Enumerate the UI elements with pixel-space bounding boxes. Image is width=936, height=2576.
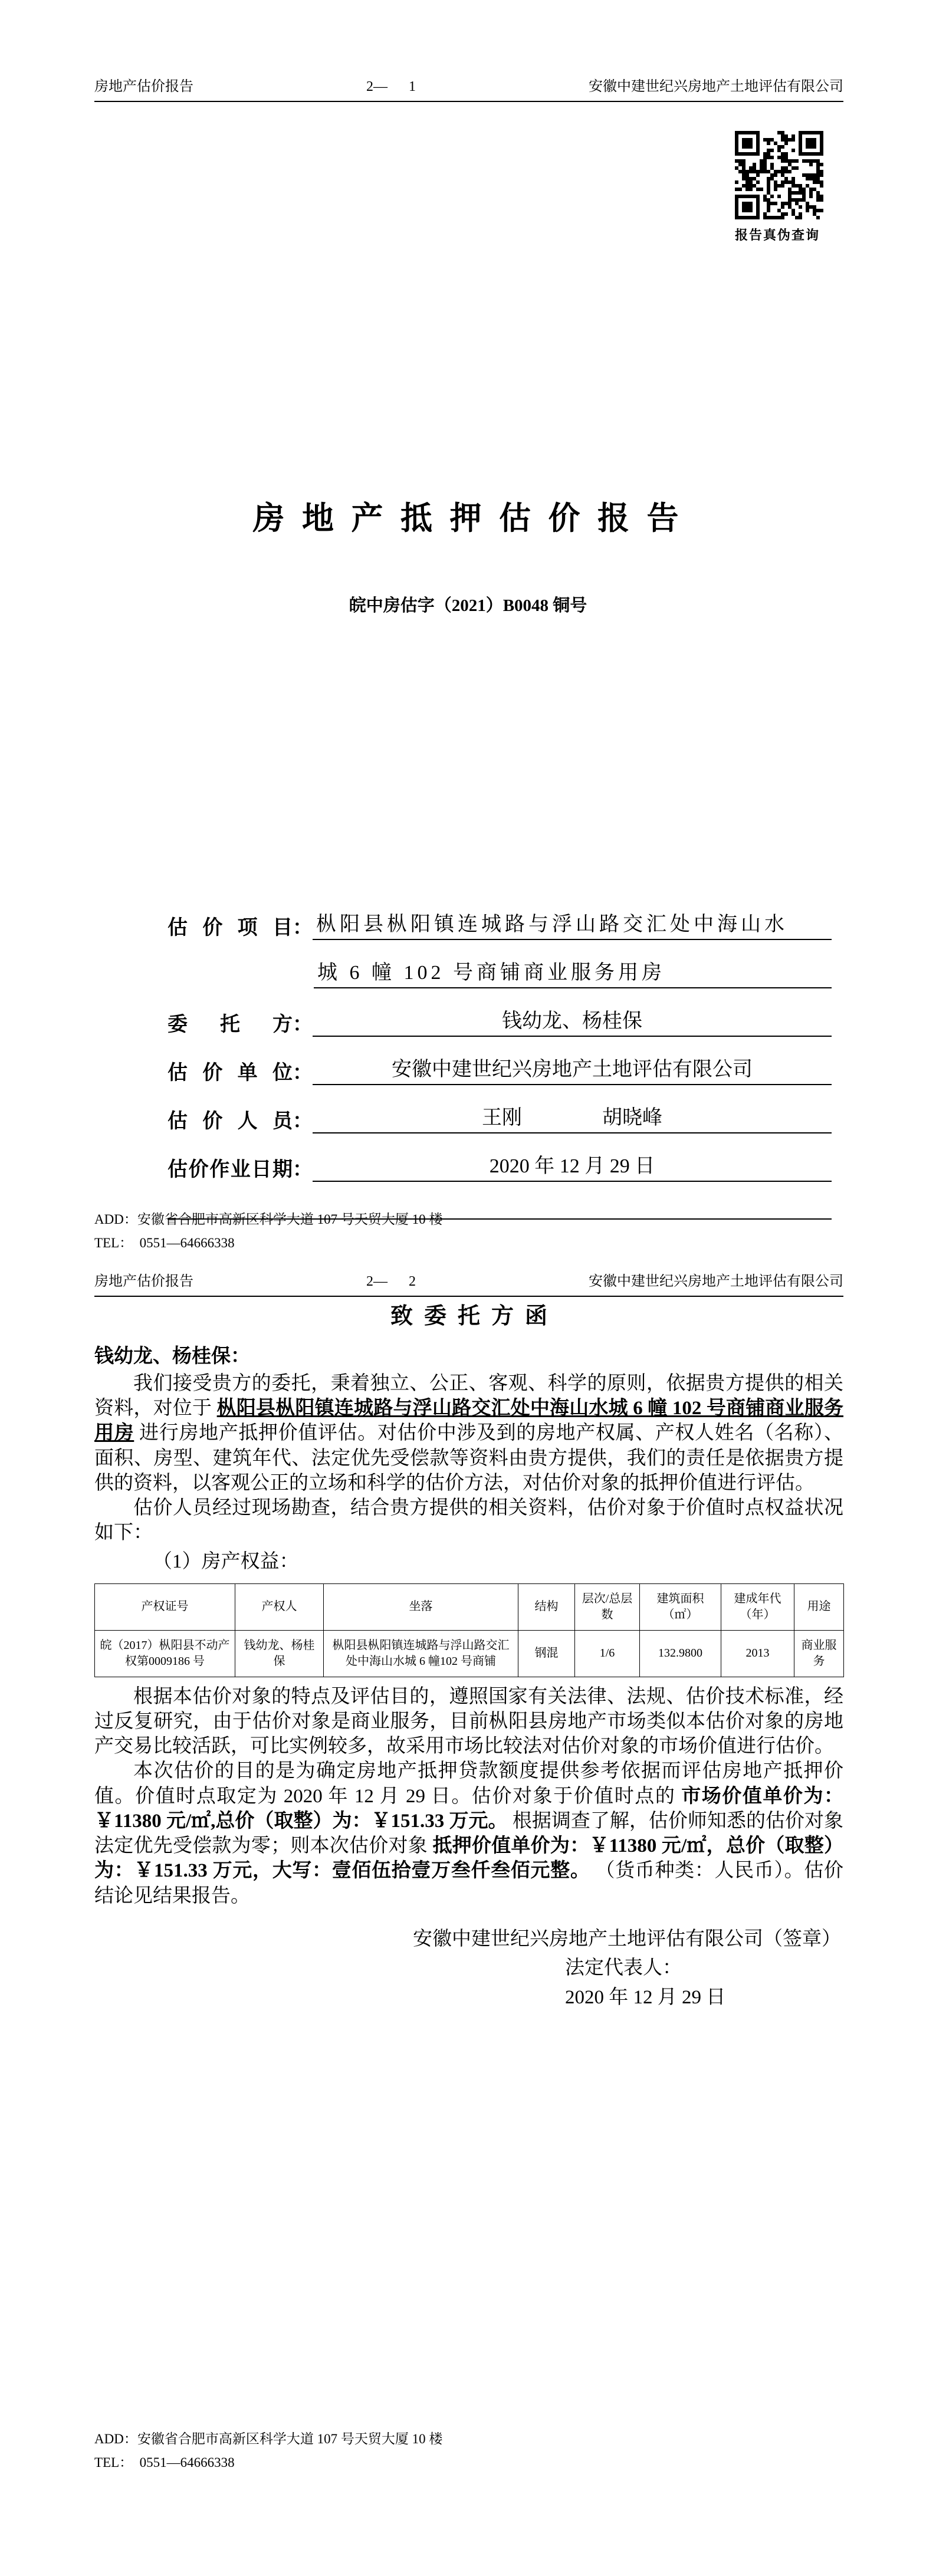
cover-form (168, 892, 832, 1220)
table-data-row (95, 1630, 844, 1677)
paragraph-survey: 估价人员经过现场勘查，结合贵方提供的相关资料，估价对象于价值时点权益状况如下： (94, 1497, 843, 1544)
text-segment: 根据调查了解，估价师知悉的估价对象法定优先受偿款为零；则本次估价对象 (94, 1810, 844, 1857)
form-row-agency (168, 1037, 832, 1085)
colon: ： (293, 917, 313, 939)
project-label: 估价项目 (168, 917, 293, 939)
form-row-date (168, 1133, 832, 1182)
qr-caption-label: 报告真伪查询 (735, 228, 820, 242)
project-value-line1: 枞阳县枞阳镇连城路与浮山路交汇处中海山水 (313, 908, 832, 940)
page2-footer (94, 2427, 442, 2475)
qr-code (735, 131, 823, 219)
page1-header-company: 安徽中建世纪兴房地产土地评估有限公司 (589, 79, 843, 94)
table-header-row (95, 1583, 844, 1630)
page1-header-doc-type: 房地产估价报告 (94, 79, 193, 94)
signature-company: 安徽中建世纪兴房地产土地评估有限公司（签章） (413, 1928, 841, 1950)
agency-label: 估价单位 (168, 1062, 293, 1084)
footer-address: ADD：安徽省合肥市高新区科学大道 107 号天贸大厦 10 楼 (94, 2432, 443, 2446)
col-usage: 用途 (794, 1583, 844, 1630)
cell-owner: 钱幼龙、杨桂保 (235, 1630, 324, 1677)
page2-page-number: 2— 2 (366, 1274, 416, 1289)
footer-address: ADD：安徽省合肥市高新区科学大道 107 号天贸大厦 10 楼 (94, 1212, 443, 1227)
form-row-project (168, 892, 832, 940)
paragraph-valuation (94, 1759, 843, 1908)
colon: ： (293, 1062, 313, 1084)
page2-header-company: 安徽中建世纪兴房地产土地评估有限公司 (589, 1274, 843, 1289)
report-number: 皖中房估字（2021）B0048 铜号 (349, 596, 587, 615)
rights-section-label: （1）房产权益： (153, 1550, 299, 1572)
property-description-emphasis: 枞阳县枞阳镇连城路与浮山路交汇处中海山水城 6 幢 102 号商铺商业服务用房 (94, 1398, 844, 1444)
signature-block (413, 1925, 843, 2013)
cell-structure: 钢混 (518, 1630, 575, 1677)
date-value: 2020 年 12 月 29 日 (313, 1149, 832, 1182)
paragraph-method: 根据本估价对象的特点及评估目的，遵照国家有关法律、法规、估价技术标准，经过反复研究，由于估价对象是商业服务，目前枞阳县房地产市场类似本估价对象的房地产交易比较活跃，可比实例较多，故采用市场比较法对估价对象的市场价值进行估价。 (94, 1685, 843, 1757)
col-floor: 层次/总层数 (575, 1583, 640, 1630)
col-owner: 产权人 (235, 1583, 324, 1630)
letter-body (94, 1302, 843, 2012)
form-row-project-continuation (168, 940, 832, 988)
cell-year-built: 2013 (721, 1630, 794, 1677)
footer-tel: TEL： 0551—64666338 (94, 2455, 235, 2470)
footer-tel: TEL： 0551—64666338 (94, 1236, 235, 1250)
paragraph-commission (94, 1371, 843, 1496)
date-label: 估价作业日期 (168, 1159, 293, 1181)
col-location: 坐落 (324, 1583, 518, 1630)
colon: ： (293, 1159, 313, 1181)
agency-value: 安徽中建世纪兴房地产土地评估有限公司 (313, 1053, 832, 1085)
col-certificate-no: 产权证号 (95, 1583, 235, 1630)
form-row-client (168, 988, 832, 1037)
signature-legal-rep: 法定代表人： (565, 1957, 682, 1979)
cell-location: 枞阳县枞阳镇连城路与浮山路交汇处中海山水城 6 幢102 号商铺 (324, 1630, 518, 1677)
report-title: 房 地 产 抵 押 估 价 报 告 (252, 501, 684, 536)
cell-certificate-no: 皖（2017）枞阳县不动产权第0009186 号 (95, 1630, 235, 1677)
text-segment: 我们接受贵方的委托，秉着独立、公正、客观、科学的原则，依据贵方提供的相关资料，对位于 (94, 1372, 843, 1420)
appraisers-label: 估价人员 (168, 1110, 293, 1132)
qr-block (735, 131, 823, 244)
signature-date: 2020 年 12 月 29 日 (565, 1986, 726, 2008)
colon: ： (293, 1110, 313, 1132)
property-rights-table (94, 1583, 844, 1677)
text-segment: 本次估价的目的是为确定房地产抵押贷款额度提供参考依据而评估房地产抵押价值。价值时点取定为 2020 年 12 月 29 日。估价对象于价值时点的 (94, 1760, 843, 1807)
colon: ： (293, 1014, 313, 1036)
page2-header-doc-type: 房地产估价报告 (94, 1274, 193, 1289)
text-segment: 进行房地产抵押价值评估。对估价中涉及到的房地产权属、产权人姓名（名称）、面积、房型、建筑年代、法定优先受偿款等资料由贵方提供，我们的责任是依据贵方提供的资料，以客观公正的立场和科学的估价方法，对估价对象的抵押价值进行评估。 (94, 1422, 844, 1494)
project-value-line2: 城 6 幢 102 号商铺商业服务用房 (314, 956, 832, 988)
cell-usage: 商业服务 (794, 1630, 844, 1677)
client-label: 委托方 (168, 1014, 293, 1036)
salutation: 钱幼龙、杨桂保： (94, 1345, 250, 1367)
appraisers-value: 王刚 胡晓峰 (313, 1101, 832, 1133)
col-year-built: 建成年代（年） (721, 1583, 794, 1630)
page2-header (94, 1269, 843, 1297)
page1-page-number: 2— 1 (366, 79, 416, 94)
form-row-appraisers (168, 1085, 832, 1133)
col-floor-area: 建筑面积（㎡） (640, 1583, 721, 1630)
cell-floor: 1/6 (575, 1630, 640, 1677)
page1-footer (94, 1208, 442, 1255)
mortgage-value-emphasis: 抵押价值单价为：￥11380 元/㎡，总价（取整）为：￥151.33 万元，大写：壹佰伍拾壹万叁仟叁佰元整。 (94, 1835, 844, 1882)
client-value: 钱幼龙、杨桂保 (313, 1004, 832, 1037)
page1-header (94, 74, 843, 102)
text-segment: （货币种类：人民币）。估价结论见结果报告。 (94, 1860, 844, 1907)
letter-title: 致 委 托 方 函 (390, 1304, 547, 1329)
market-value-emphasis: 市场价值单价为：￥11380 元/㎡,总价（取整）为：￥151.33 万元。 (94, 1785, 844, 1832)
col-structure: 结构 (518, 1583, 575, 1630)
cell-floor-area: 132.9800 (640, 1630, 721, 1677)
